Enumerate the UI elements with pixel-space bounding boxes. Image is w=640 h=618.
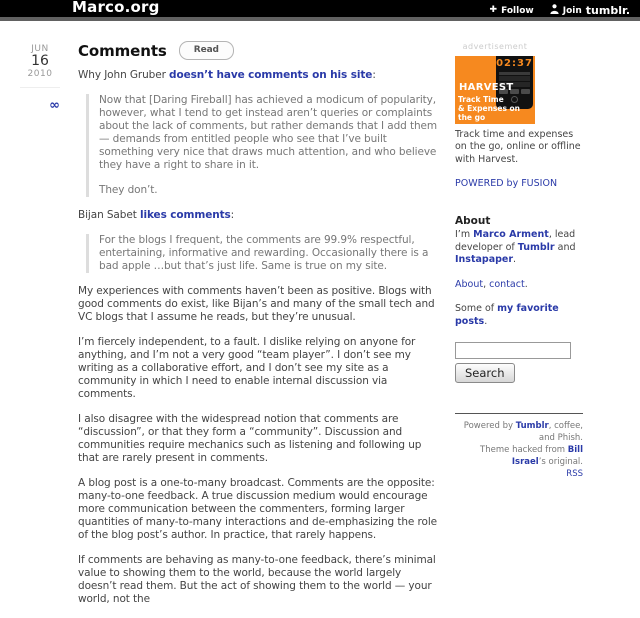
bijan-lead-text: Bijan Sabet: [78, 209, 140, 221]
about-contact-line: [455, 279, 583, 292]
gruber-lead-text: Why John Gruber: [78, 69, 170, 81]
about-page-link[interactable]: About: [455, 278, 484, 290]
footer-line2: [455, 444, 583, 468]
colon: :: [372, 69, 376, 81]
footer-text: , coffee, and Phish.: [538, 421, 583, 443]
post-date-year: 2010: [27, 69, 53, 79]
topbar-controls: [490, 4, 630, 17]
bijan-article-link[interactable]: likes comments: [139, 209, 231, 221]
footer-line1: [455, 420, 583, 444]
join-tumblr-button[interactable]: [550, 4, 630, 17]
search-input[interactable]: [455, 342, 571, 359]
tumblr-link[interactable]: Tumblr: [517, 241, 555, 253]
plus-icon: ✚: [489, 5, 498, 15]
instapaper-link[interactable]: Instapaper: [455, 254, 514, 265]
search-button[interactable]: Search: [455, 363, 515, 383]
content-area: [0, 21, 640, 618]
tumblr-topbar: [0, 0, 640, 21]
join-label: Join: [562, 5, 582, 16]
about-text: .: [513, 254, 517, 265]
post-paragraph: A blog post is a one-to-many broadcast. Comments are the opposite: many-to-one feedback. A true discussion medium would encourage more communication between the commenters, forming larger quantities of many-to-many interactions and de-emphasizing the role of the blog post’s author. In practice, that rarely happens.: [78, 477, 438, 541]
blog-title-link[interactable]: Marco.org: [72, 0, 160, 16]
favorites-text: Some of: [455, 303, 498, 314]
rss-link[interactable]: RSS: [566, 469, 583, 479]
footer-text: Theme hacked from: [480, 445, 568, 455]
post-paragraph: My experiences with comments haven’t been as positive. Blogs with good comments do exist, like Bijan’s and many of the small tech and VC blogs that I assume he reads, but they’re unusual.: [78, 285, 435, 323]
bill-israel-link[interactable]: Bill Israel: [511, 445, 583, 467]
sidebar: [455, 41, 583, 618]
harvest-logo: HARVEST: [459, 81, 514, 93]
sidebar-footer: [455, 413, 583, 480]
post-header: [78, 41, 440, 60]
post-date-day: 16: [31, 53, 49, 69]
post-date-month: JUN: [31, 44, 49, 54]
contact-link[interactable]: contact: [489, 278, 525, 290]
permalink-infinity-link[interactable]: ∞: [49, 98, 60, 113]
footer-tumblr-link[interactable]: Tumblr: [515, 421, 549, 431]
colon: :: [230, 209, 235, 221]
about-text: , lead developer of: [455, 229, 576, 253]
gruber-quote-p1: Now that [Daring Fireball] has achieved a modicum of popularity, however, what I tend to get instead aren’t queries or complaints about the lack of comments, but rather demands that I add them — demands from entitled people who see that I’ve built something very nice that draws much attention, and who believe they have a right to share in it.: [99, 94, 438, 171]
post-paragraph: I’m fiercely independent, to a fault. I dislike relying on anyone for anything, and I’m not a very good “team player”. I don’t see my writing as a collaborative effort, and I don’t see my site as a community in which I need to enable internal discussion via comments.: [78, 336, 416, 400]
person-icon: [550, 4, 559, 17]
ad-description: Track time and expenses on the go, online or offline with Harvest.: [455, 128, 581, 165]
tumblr-wordmark: tumblr.: [585, 4, 630, 17]
separator: ,: [483, 278, 490, 290]
footer-text: Powered by: [463, 421, 516, 431]
powered-by-fusion-link[interactable]: POWERED by FUSION: [455, 178, 558, 189]
about-text: and: [554, 241, 576, 253]
period: .: [484, 315, 488, 327]
post-title: Comments: [78, 41, 167, 60]
date-column: [20, 41, 78, 618]
about-intro: [455, 229, 583, 267]
footer-text: ’s original.: [538, 457, 583, 467]
period: .: [524, 278, 528, 290]
advertisement-label: advertisement: [462, 42, 528, 51]
bijan-quote-p1: For the blogs I frequent, the comments are 99.9% respectful, entertaining, informative and rewarding. Occasionally there is a bad apple …but that’s just life. Same is true on my site.: [99, 234, 429, 272]
ad-tagline: [458, 95, 535, 122]
about-heading: About: [455, 214, 491, 227]
gruber-quote: [86, 94, 440, 197]
harvest-ad-banner[interactable]: [455, 56, 535, 124]
follow-button[interactable]: [490, 6, 534, 16]
gruber-lead: [78, 69, 440, 82]
marco-arment-link[interactable]: Marco Arment: [473, 229, 549, 240]
ad-tagline-line1: Track Time: [458, 94, 504, 104]
gruber-quote-p2: They don’t.: [99, 184, 158, 196]
bijan-lead: [78, 209, 440, 222]
phone-screen-row: [499, 72, 530, 75]
phone-screen-row: [499, 76, 530, 81]
post-paragraph: If comments are behaving as many-to-one feedback, there’s minimal value to showing them to the world, because the world largely doesn’t read them. But the act of showing them to the world — your world, not the: [78, 554, 436, 605]
post-paragraph: I also disagree with the widespread notion that comments are “discussion”, or that they form a “community”. Discussion and communities require mechanics such as listening and following up that are rarely present in comments.: [78, 413, 422, 464]
about-text: I’m: [455, 229, 474, 240]
read-badge[interactable]: Read: [179, 41, 234, 60]
post-date: [20, 44, 60, 88]
post-body: [78, 41, 440, 618]
follow-label: Follow: [501, 5, 534, 16]
ad-tagline-line2: & Expenses on the go: [458, 103, 521, 122]
ad-timer-display: 02:37: [496, 57, 533, 69]
gruber-article-link[interactable]: doesn’t have comments on his site: [169, 69, 373, 81]
favorite-posts-link[interactable]: my favorite posts: [455, 303, 559, 327]
bijan-quote: [86, 234, 440, 273]
footer-divider: [455, 413, 583, 414]
favorites-line: [455, 303, 583, 328]
footer-rss-line: [455, 468, 583, 480]
